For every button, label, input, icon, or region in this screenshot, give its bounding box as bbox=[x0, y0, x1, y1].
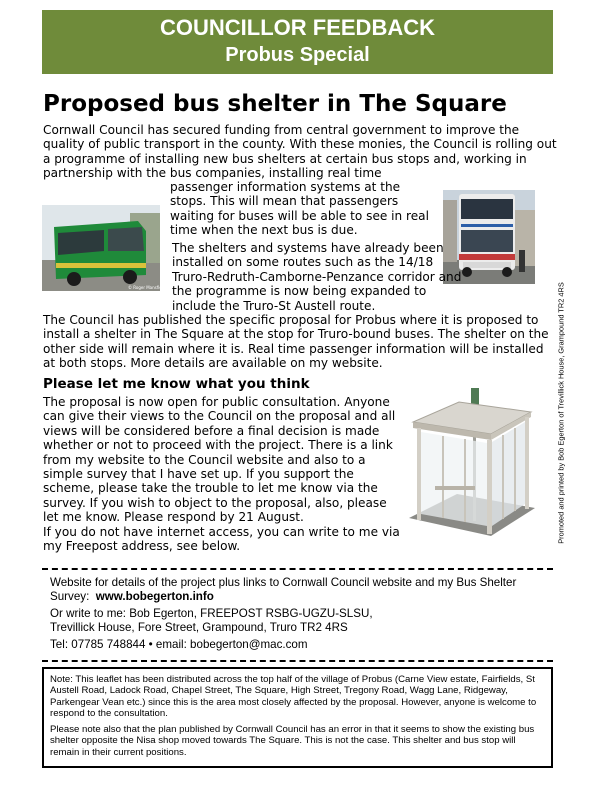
imprint-text: Promoted and printed by Bob Egerton of Trevillick House, Grampound TR2 4RS bbox=[556, 281, 566, 544]
article-paragraph-routes: The shelters and systems have already been installed on some routes such as the 14/18 Truro-Redruth-Camborne-Penzance corridor and the programme is now being expanded to include the Truro-St Austell route. bbox=[172, 241, 462, 313]
note-paragraph-plan-error: Please note also that the plan published by Cornwall Council has an error in that it seems to show the existing bus shelter opposite the Nisa shop moved towards The Square. This is not the case. This shelter and bus stop will remain in their current positions. bbox=[50, 724, 535, 758]
survey-label: Survey: bbox=[50, 590, 90, 603]
article-paragraph-intro: Cornwall Council has secured funding from central government to improve the quality of public transport in the county. With these monies, the Council is rolling out a programme of installing new bus shelters at certain bus stops and, working in partnership with the bus companies, installing real time bbox=[43, 123, 557, 181]
header-banner bbox=[42, 10, 553, 74]
article-paragraph-probus-proposal: The Council has published the specific proposal for Probus where it is proposed to install a shelter in The Square at the stop for Truro-bound buses. The shelter on the other side will remain where it is. Real time passenger information will be installed at both stops. More details are available on my website. bbox=[43, 313, 549, 371]
article-paragraph-info-systems: passenger information systems at the stops. This will mean that passengers waiting for buses will be able to see in real time when the next bus is due. bbox=[170, 180, 429, 238]
page-title: Proposed bus shelter in The Square bbox=[43, 91, 507, 117]
consultation-heading: Please let me know what you think bbox=[43, 376, 310, 392]
single-deck-bus-photo bbox=[42, 205, 166, 291]
photo-credit: © Roger Mansfield bbox=[128, 285, 166, 290]
note-paragraph-distribution: Note: This leaflet has been distributed across the top half of the village of Probus (Carne View estate, Fairfields, St Austell Road, Ladock Road, Chapel Street, The Square, High Street, Tregony Road, Wagg Lane, Ridgeway, Parkengear Vean etc.) since this is the area most closely affected by the proposal. However, anyone is welcome to respond to the consultation. bbox=[50, 674, 537, 720]
consultation-paragraph: The proposal is now open for public consultation. Anyone can give their views to the Council on the proposal and all views will be considered before a final decision is made whether or not to proceed with the project. There is a link from my website to the Council website and also to a simple survey that I have set up. If you support the scheme, please take the trouble to let me know via the survey. If you wish to object to the proposal, also, please let me know. Please respond by 21 August. bbox=[43, 395, 396, 525]
address-line-2: Trevillick House, Fore Street, Grampound, Truro TR2 4RS bbox=[50, 621, 348, 634]
website-link[interactable]: www.bobegerton.info bbox=[95, 590, 214, 603]
website-description: Website for details of the project plus links to Cornwall Council website and my Bus Shelter bbox=[50, 576, 517, 589]
consultation-paragraph-freepost: If you do not have internet access, you can write to me via my Freepost address, see below. bbox=[43, 525, 400, 554]
imprint-sidebar bbox=[555, 270, 567, 555]
address-line-1: Or write to me: Bob Egerton, FREEPOST RSBG-UGZU-SLSU, bbox=[50, 607, 373, 620]
banner-subtitle: Probus Special bbox=[225, 44, 370, 66]
bus-shelter-illustration bbox=[405, 386, 537, 541]
telephone-email-line: Tel: 07785 748844 • email: bobegerton@mac.com bbox=[50, 638, 308, 651]
banner-title: COUNCILLOR FEEDBACK bbox=[160, 15, 435, 40]
distribution-note-box bbox=[42, 667, 553, 768]
survey-line bbox=[50, 590, 214, 603]
contact-box bbox=[42, 568, 553, 662]
